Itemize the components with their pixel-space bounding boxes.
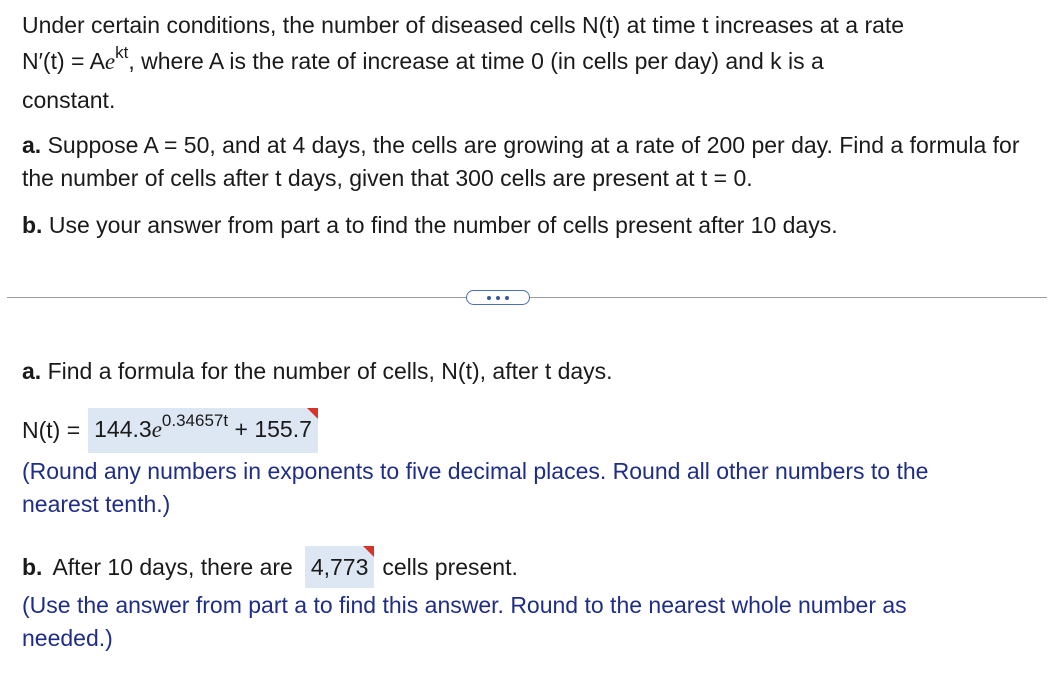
answer-a-lhs: N(t) = xyxy=(22,417,81,443)
answer-a-tail: + 155.7 xyxy=(228,416,312,442)
answer-b-suffix: cells present. xyxy=(382,553,518,580)
part-a-label: a. xyxy=(22,132,42,158)
show-more-button[interactable] xyxy=(466,290,530,305)
answer-b-box[interactable] xyxy=(305,546,375,588)
intro-e: e xyxy=(104,49,116,74)
answer-b-prefix: After 10 days, there are xyxy=(52,553,293,580)
problem-intro xyxy=(22,7,1037,118)
answer-a-e: e xyxy=(151,417,162,442)
ellipsis-dot xyxy=(496,296,500,300)
answer-a-prompt-text: Find a formula for the number of cells, N(t), after t days. xyxy=(47,358,613,384)
answer-b-row xyxy=(22,546,518,588)
answer-a-prompt xyxy=(22,353,1037,389)
ellipsis-icon xyxy=(487,296,491,300)
problem-part-a xyxy=(22,129,1037,195)
answer-b-flag xyxy=(363,546,374,557)
answer-a-box[interactable] xyxy=(88,408,318,453)
intro-line-3: constant. xyxy=(22,87,116,113)
answer-a-coef: 144.3 xyxy=(94,416,152,442)
answer-a-label: a. xyxy=(22,358,42,384)
answer-b-instruction: (Use the answer from part a to find this answer. Round to the nearest whole number as needed.) xyxy=(22,592,907,651)
answer-a-instruction: (Round any numbers in exponents to five decimal places. Round all other numbers to the nearest tenth.) xyxy=(22,458,929,517)
part-b-text: Use your answer from part a to find the number of cells present after 10 days. xyxy=(48,212,838,238)
intro-line-1: Under certain conditions, the number of diseased cells N(t) at time t increases at a rate xyxy=(22,12,905,38)
intro-derivative: N′(t) = A xyxy=(22,48,105,74)
part-a-text: Suppose A = 50, and at 4 days, the cells are growing at a rate of 200 per day. Find a formula for the number of cells after t days, given that 300 cells are present at t = 0. xyxy=(22,132,1020,191)
ellipsis-dot xyxy=(505,296,509,300)
part-b-label: b. xyxy=(22,212,43,238)
answer-a-row xyxy=(22,408,318,453)
answer-a-flag xyxy=(307,408,318,419)
answer-b-label: b. xyxy=(22,553,43,580)
problem-part-b xyxy=(22,207,1037,243)
answer-b-value: 4,773 xyxy=(310,554,369,580)
answer-a-exponent: 0.34657t xyxy=(161,411,229,430)
intro-exponent: kt xyxy=(115,43,129,62)
intro-line-2: , where A is the rate of increase at time 0 (in cells per day) and k is a xyxy=(128,48,824,74)
